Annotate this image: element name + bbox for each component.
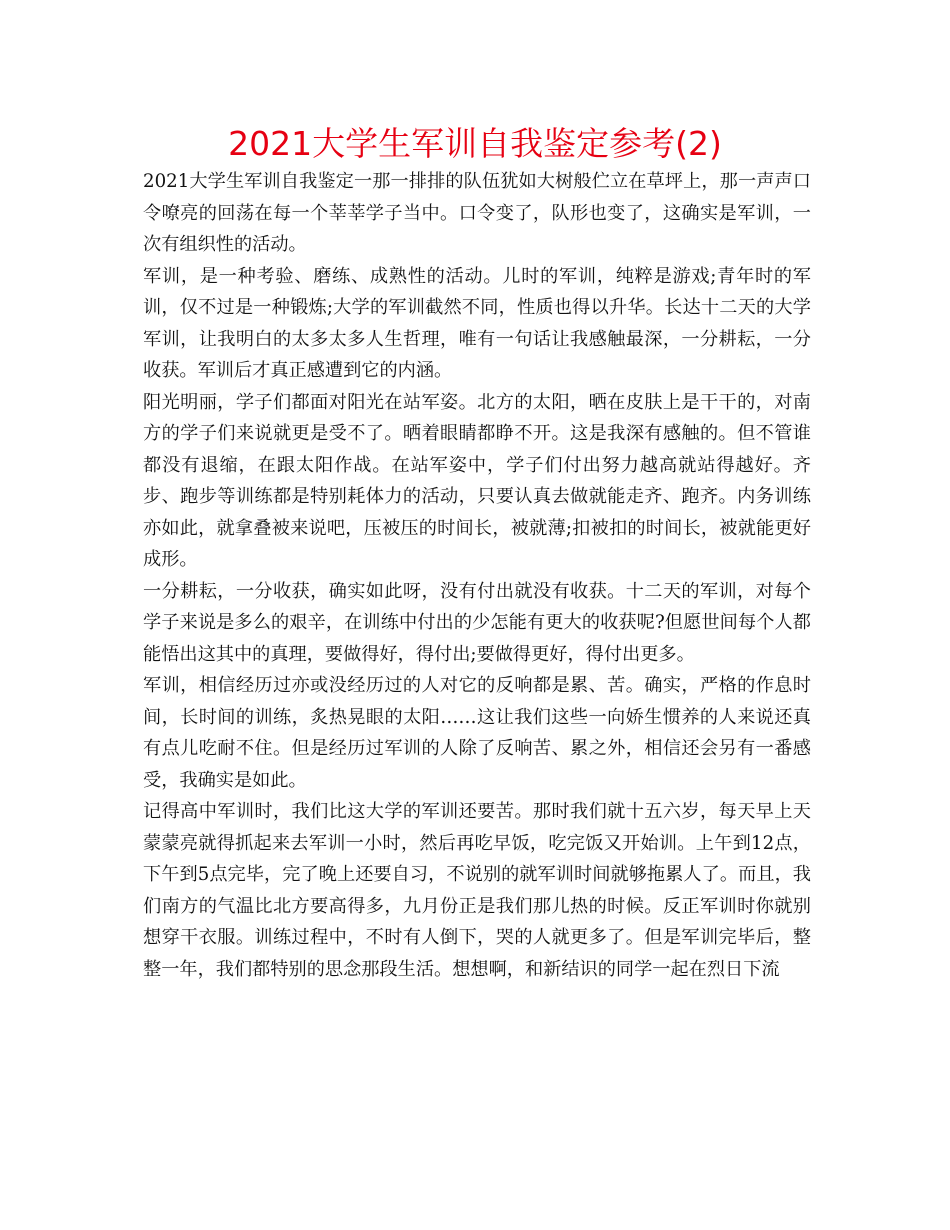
paragraph-2: 军训，是一种考验、磨练、成熟性的活动。儿时的军训，纯粹是游戏;青年时的军训，仅不过是一种锻炼;大学的军训截然不同，性质也得以升华。长达十二天的大学军训，让我明白的太多太多人生哲理，唯有一句话让我感触最深，一分耕耘，一分收获。军训后才真正感遭到它的内涵。 [143, 265, 811, 381]
document-body [143, 166, 811, 985]
document-title: 2021大学生军训自我鉴定参考(2) [228, 124, 722, 163]
paragraph-6: 记得高中军训时，我们比这大学的军训还要苦。那时我们就十五六岁，每天早上天蒙蒙亮就得抓起来去军训一小时，然后再吃早饭，吃完饭又开始训。上午到12点，下午到5点完毕，完了晚上还要自习，不说别的就军训时间就够拖累人了。而且，我们南方的气温比北方要高得多，九月份正是我们那儿热的时候。反正军训时你就别想穿干衣服。训练过程中，不时有人倒下，哭的人就更多了。但是军训完毕后，整整一年，我们都特别的思念那段生活。想想啊，和新结识的同学一起在烈日下流 [143, 801, 811, 980]
paragraph-3: 阳光明丽，学子们都面对阳光在站军姿。北方的太阳，晒在皮肤上是干干的，对南方的学子们来说就更是受不了。晒着眼睛都睁不开。这是我深有感触的。但不管谁都没有退缩，在跟太阳作战。在站军姿中，学子们付出努力越高就站得越好。齐步、跑步等训练都是特别耗体力的活动，只要认真去做就能走齐、跑齐。内务训练亦如此，就拿叠被来说吧，压被压的时间长，被就薄;扣被扣的时间长，被就能更好成形。 [143, 391, 811, 570]
paragraph-4: 一分耕耘，一分收获，确实如此呀，没有付出就没有收获。十二天的军训，对每个学子来说是多么的艰辛，在训练中付出的少怎能有更大的收获呢?但愿世间每个人都能悟出这其中的真理，要做得好，得付出;要做得更好，得付出更多。 [143, 580, 811, 665]
paragraph-1: 2021大学生军训自我鉴定一那一排排的队伍犹如大树般伫立在草坪上，那一声声口令嘹亮的回荡在每一个莘莘学子当中。口令变了，队形也变了，这确实是军训，一次有组织性的活动。 [143, 171, 811, 255]
paragraph-5: 军训，相信经历过亦或没经历过的人对它的反响都是累、苦。确实，严格的作息时间，长时间的训练，炙热晃眼的太阳……这让我们这些一向娇生惯养的人来说还真有点儿吃耐不住。但是经历过军训的人除了反响苦、累之外，相信还会另有一番感受，我确实是如此。 [143, 675, 811, 791]
